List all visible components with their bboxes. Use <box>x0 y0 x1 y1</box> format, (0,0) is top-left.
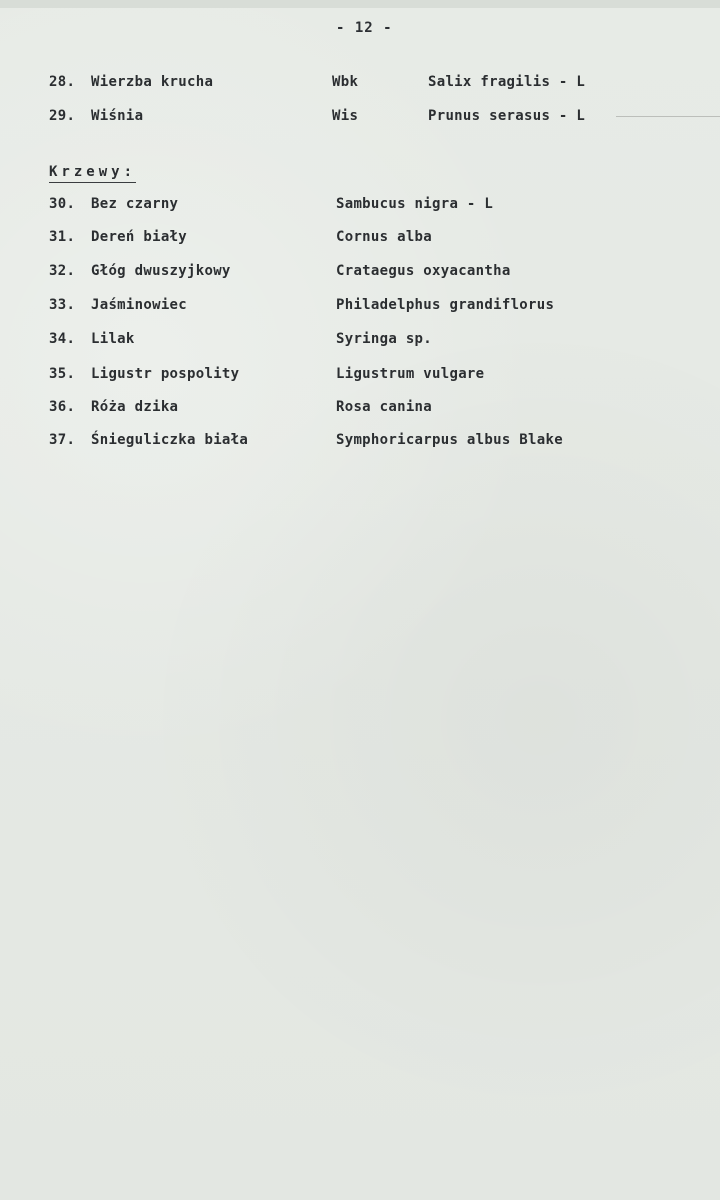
latin-name: Syringa sp. <box>336 331 433 347</box>
polish-name: Śnieguliczka biała <box>91 432 249 448</box>
page-number: - 12 - <box>336 20 393 36</box>
latin-name: Rosa canina <box>336 399 433 415</box>
table-row <box>0 399 720 419</box>
polish-name: Głóg dwuszyjkowy <box>91 263 231 279</box>
entry-number: 35. <box>49 366 76 382</box>
entry-number: 30. <box>49 196 76 212</box>
table-row <box>0 74 720 94</box>
abbreviation: Wbk <box>332 74 359 90</box>
abbreviation: Wis <box>332 108 359 124</box>
scan-top-edge <box>0 0 720 8</box>
latin-name: Salix fragilis - L <box>428 74 586 90</box>
latin-name: Cornus alba <box>336 229 433 245</box>
table-row <box>0 366 720 386</box>
table-row <box>0 196 720 216</box>
table-row <box>0 229 720 249</box>
latin-name: Prunus serasus - L <box>428 108 586 124</box>
latin-name: Symphoricarpus albus Blake <box>336 432 563 448</box>
shrubs-heading: Krzewy: <box>49 164 136 183</box>
entry-number: 31. <box>49 229 76 245</box>
polish-name: Lilak <box>91 331 135 347</box>
entry-number: 34. <box>49 331 76 347</box>
polish-name: Dereń biały <box>91 229 188 245</box>
entry-number: 32. <box>49 263 76 279</box>
polish-name: Wiśnia <box>91 108 144 124</box>
table-row <box>0 263 720 283</box>
table-row <box>0 331 720 351</box>
table-row <box>0 432 720 452</box>
polish-name: Bez czarny <box>91 196 179 212</box>
table-row <box>0 297 720 317</box>
polish-name: Róża dzika <box>91 399 179 415</box>
latin-name: Philadelphus grandiflorus <box>336 297 555 313</box>
entry-number: 36. <box>49 399 76 415</box>
latin-name: Sambucus nigra - L <box>336 196 494 212</box>
entry-number: 33. <box>49 297 76 313</box>
entry-number: 37. <box>49 432 76 448</box>
polish-name: Jaśminowiec <box>91 297 188 313</box>
margin-mark <box>616 116 720 117</box>
polish-name: Wierzba krucha <box>91 74 214 90</box>
entry-number: 28. <box>49 74 76 90</box>
polish-name: Ligustr pospolity <box>91 366 240 382</box>
entry-number: 29. <box>49 108 76 124</box>
latin-name: Ligustrum vulgare <box>336 366 485 382</box>
latin-name: Crataegus oxyacantha <box>336 263 511 279</box>
table-row <box>0 108 720 128</box>
